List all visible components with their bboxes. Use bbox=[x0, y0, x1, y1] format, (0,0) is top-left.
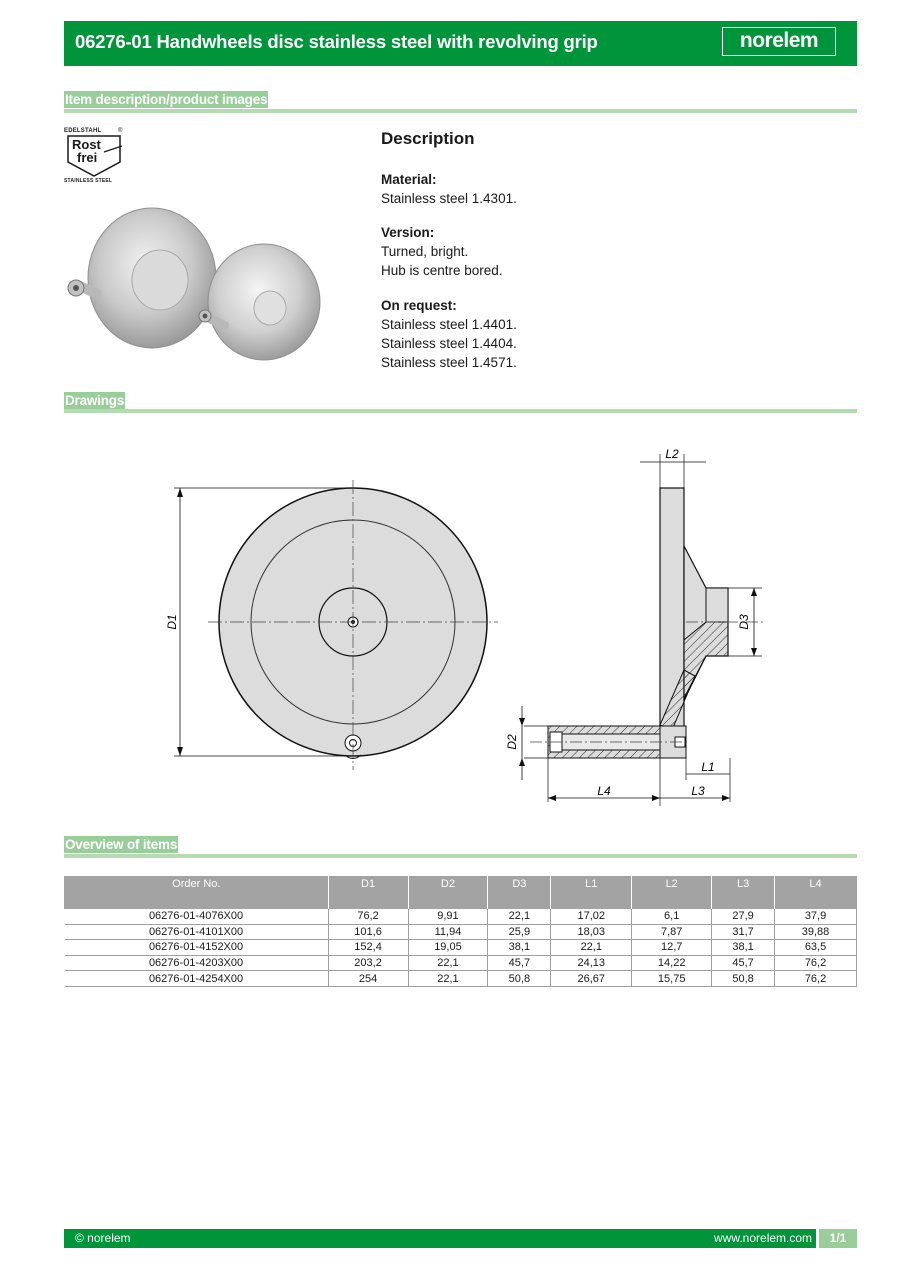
order-number-cell: 06276-01-4152X00 bbox=[65, 940, 329, 956]
table-cell: 76,2 bbox=[775, 971, 857, 987]
section-divider bbox=[64, 109, 857, 113]
norelem-logo bbox=[722, 27, 836, 56]
material-label: Material: bbox=[381, 172, 437, 187]
table-cell: 38,1 bbox=[712, 940, 775, 956]
table-cell: 25,9 bbox=[488, 924, 551, 940]
items-table bbox=[64, 876, 857, 987]
badge-bottom-text: STAINLESS STEEL bbox=[64, 178, 113, 184]
table-cell: 17,02 bbox=[551, 909, 632, 924]
table-cell: 45,7 bbox=[712, 955, 775, 971]
version-label: Version: bbox=[381, 225, 435, 240]
table-cell: 50,8 bbox=[488, 971, 551, 987]
table-cell: 27,9 bbox=[712, 909, 775, 924]
registered-mark: ® bbox=[118, 128, 123, 134]
column-header: D3 bbox=[488, 876, 551, 909]
order-number-cell: 06276-01-4101X00 bbox=[65, 924, 329, 940]
page-footer bbox=[64, 1229, 857, 1248]
material-block bbox=[381, 170, 517, 208]
version-line: Turned, bright. bbox=[381, 244, 469, 259]
table-header-row bbox=[65, 876, 857, 909]
dimension-label-l1: L1 bbox=[701, 760, 715, 774]
table-cell: 6,1 bbox=[632, 909, 712, 924]
table-cell: 38,1 bbox=[488, 940, 551, 956]
order-number-cell: 06276-01-4076X00 bbox=[65, 909, 329, 924]
column-header: D2 bbox=[408, 876, 488, 909]
column-header: L1 bbox=[551, 876, 632, 909]
column-header: L2 bbox=[632, 876, 712, 909]
section-label-item-description: Item description/product images bbox=[65, 92, 268, 107]
technical-drawing bbox=[150, 440, 790, 820]
table-cell: 101,6 bbox=[328, 924, 408, 940]
table-cell: 22,1 bbox=[408, 955, 488, 971]
page-title: 06276-01 Handwheels disc stainless steel with revolving grip bbox=[75, 31, 598, 52]
section-label-overview: Overview of items bbox=[65, 837, 178, 852]
table-cell: 7,87 bbox=[632, 924, 712, 940]
table-cell: 18,03 bbox=[551, 924, 632, 940]
table-cell: 22,1 bbox=[551, 940, 632, 956]
column-header: L3 bbox=[712, 876, 775, 909]
table-cell: 22,1 bbox=[488, 909, 551, 924]
table-cell: 152,4 bbox=[328, 940, 408, 956]
side-view bbox=[519, 454, 765, 806]
section-divider bbox=[64, 409, 857, 413]
table-row bbox=[65, 909, 857, 924]
table-cell: 11,94 bbox=[408, 924, 488, 940]
on-request-line: Stainless steel 1.4401. bbox=[381, 317, 517, 332]
table-row bbox=[65, 971, 857, 987]
on-request-label: On request: bbox=[381, 298, 457, 313]
badge-word-frei: frei bbox=[77, 150, 98, 165]
table-cell: 254 bbox=[328, 971, 408, 987]
table-cell: 9,91 bbox=[408, 909, 488, 924]
table-cell: 31,7 bbox=[712, 924, 775, 940]
page-header bbox=[64, 21, 857, 66]
table-cell: 19,05 bbox=[408, 940, 488, 956]
dimension-label-l2: L2 bbox=[665, 447, 679, 461]
column-header: Order No. bbox=[65, 876, 329, 909]
table-cell: 50,8 bbox=[712, 971, 775, 987]
table-row bbox=[65, 924, 857, 940]
table-cell: 15,75 bbox=[632, 971, 712, 987]
on-request-line: Stainless steel 1.4571. bbox=[381, 355, 517, 370]
order-number-cell: 06276-01-4203X00 bbox=[65, 955, 329, 971]
table-cell: 76,2 bbox=[775, 955, 857, 971]
product-image bbox=[64, 200, 326, 365]
dimension-label-d3: D3 bbox=[737, 614, 751, 630]
front-view bbox=[174, 480, 498, 770]
table-cell: 76,2 bbox=[328, 909, 408, 924]
table-cell: 12,7 bbox=[632, 940, 712, 956]
table-row bbox=[65, 940, 857, 956]
dimension-label-d1: D1 bbox=[165, 614, 179, 630]
table-cell: 22,1 bbox=[408, 971, 488, 987]
badge-top-text: EDELSTAHL bbox=[64, 128, 102, 134]
on-request-block bbox=[381, 296, 517, 372]
table-cell: 63,5 bbox=[775, 940, 857, 956]
table-cell: 39,88 bbox=[775, 924, 857, 940]
table-cell: 24,13 bbox=[551, 955, 632, 971]
logo-text: norelem bbox=[739, 29, 819, 52]
rostfrei-badge bbox=[64, 128, 128, 186]
website-link[interactable]: www.norelem.com bbox=[714, 1231, 813, 1245]
dimension-label-d2: D2 bbox=[505, 734, 519, 750]
column-header: L4 bbox=[775, 876, 857, 909]
version-line: Hub is centre bored. bbox=[381, 263, 503, 278]
section-label-drawings: Drawings bbox=[65, 393, 125, 408]
table-row bbox=[65, 955, 857, 971]
description-title: Description bbox=[381, 129, 475, 148]
table-cell: 26,67 bbox=[551, 971, 632, 987]
on-request-line: Stainless steel 1.4404. bbox=[381, 336, 517, 351]
page-number: 1/1 bbox=[819, 1229, 857, 1248]
order-number-cell: 06276-01-4254X00 bbox=[65, 971, 329, 987]
version-block bbox=[381, 223, 503, 280]
table-cell: 203,2 bbox=[328, 955, 408, 971]
dimension-label-l4: L4 bbox=[597, 784, 611, 798]
table-cell: 37,9 bbox=[775, 909, 857, 924]
column-header: D1 bbox=[328, 876, 408, 909]
copyright-text: © norelem bbox=[75, 1231, 131, 1245]
table-cell: 14,22 bbox=[632, 955, 712, 971]
dimension-label-l3: L3 bbox=[691, 784, 705, 798]
material-line: Stainless steel 1.4301. bbox=[381, 191, 517, 206]
section-divider bbox=[64, 854, 857, 858]
table-cell: 45,7 bbox=[488, 955, 551, 971]
badge-word-rost: Rost bbox=[72, 137, 101, 152]
